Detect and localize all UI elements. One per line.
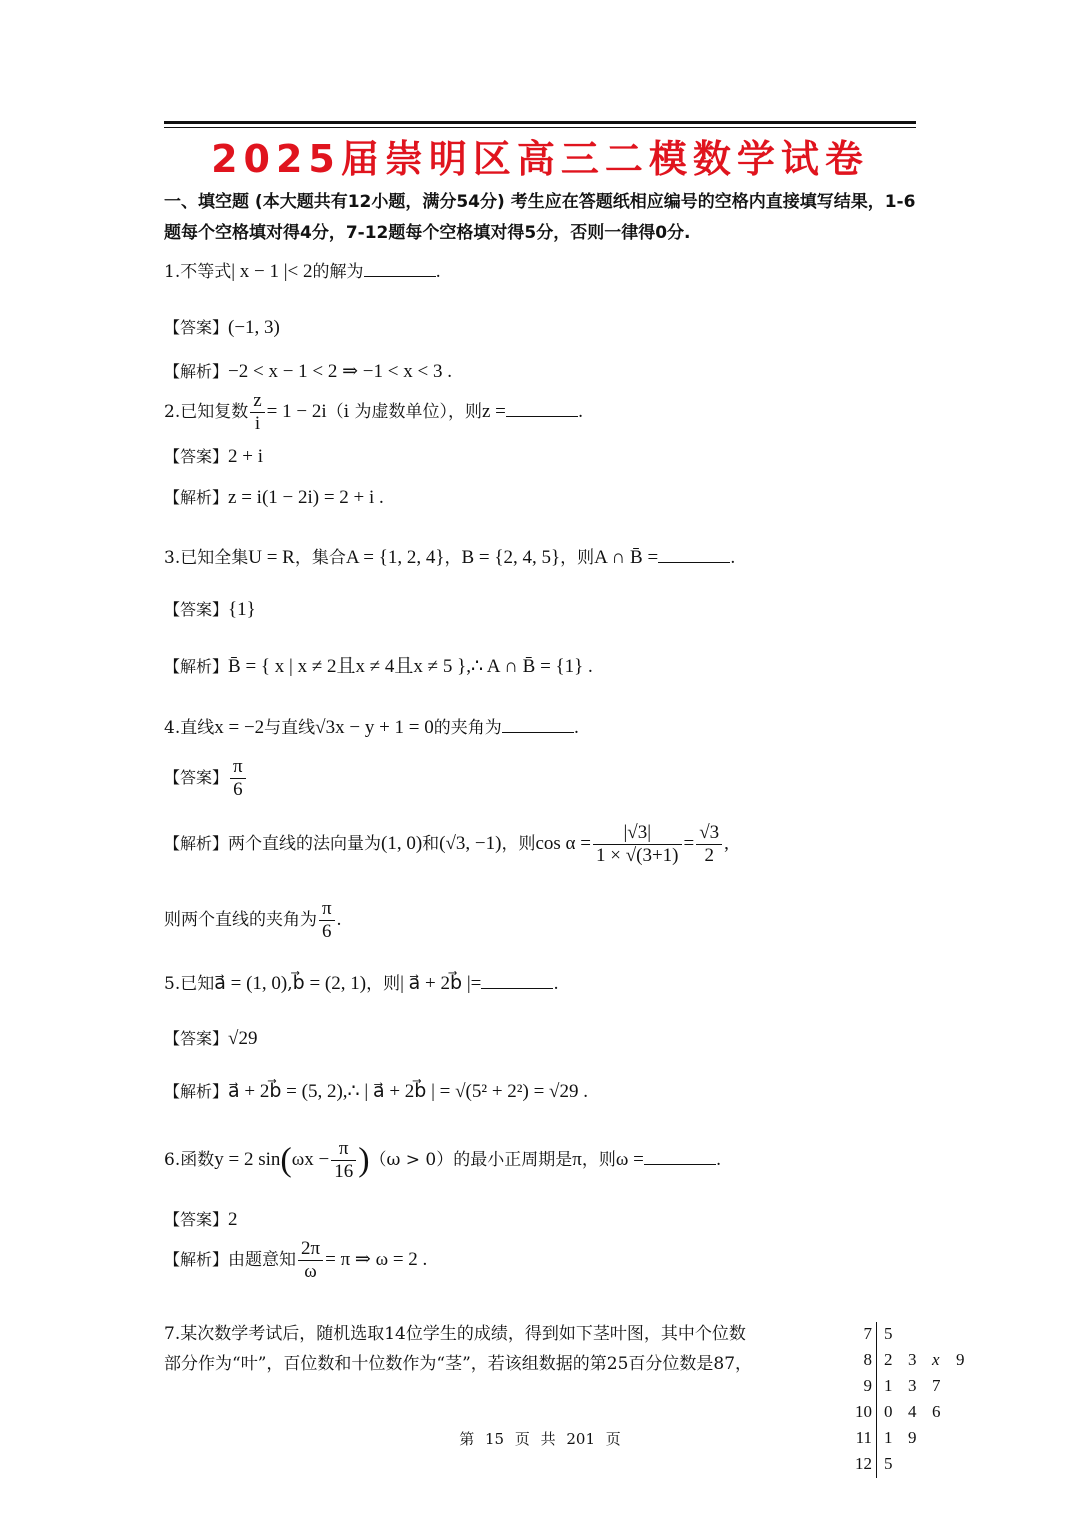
answer-2: 【答案】2 + i <box>164 446 264 467</box>
analysis-3: 【解析】B̄ = { x | x ≠ 2且x ≠ 4且x ≠ 5 },∴ A ∩ B̄ = {1} . <box>164 656 593 677</box>
leaf: 3 <box>908 1350 917 1369</box>
answer-5: 【答案】√29 <box>164 1028 258 1049</box>
answer-blank <box>644 1146 716 1165</box>
stem-label: 11 <box>855 1428 872 1447</box>
analysis-1: 【解析】−2 < x − 1 < 2 ⇒ −1 < x < 3 . <box>164 361 452 382</box>
fraction: $\frac{\pi}{6}$ <box>230 756 246 801</box>
answer-blank <box>364 258 436 277</box>
leaf: 9 <box>956 1350 965 1369</box>
question-7-line-2: 部分作为“叶”，百位数和十位数作为“茎”，若该组数据的第25百分位数是87， <box>164 1354 753 1374</box>
answer-4: 【答案】 $\frac{\pi}{6}$ <box>164 756 248 801</box>
analysis-2: 【解析】z = i(1 − 2i) = 2 + i . <box>164 487 384 508</box>
leaf: 9 <box>908 1428 917 1447</box>
stem-label: 8 <box>863 1350 872 1369</box>
section-instructions: 一、填空题 (本大题共有12小题，满分54分) 考生应在答题纸相应编号的空格内直接填写结果，1-6题每个空格填对得4分，7-12题每个空格填对得5分，否则一律得0分. <box>164 192 916 243</box>
analysis-4: 【解析】两个直线的法向量为(1, 0)和(√3, −1)，则cos α = $\frac{|√3|}{1 \times √(3+1)}$ = $\frac{√3}{2}$ , <box>164 822 729 866</box>
question-4: 4.直线x = −2与直线√3x − y + 1 = 0的夹角为 . <box>164 714 579 740</box>
stem-label: 12 <box>855 1454 872 1473</box>
leaf: x <box>932 1350 940 1369</box>
answer-blank <box>506 398 578 417</box>
fraction: $\frac{\pi}{16}$ <box>331 1138 356 1183</box>
leaf: 5 <box>884 1454 893 1473</box>
fraction: $\frac{√3}{2}$ <box>696 822 722 867</box>
leaf: 7 <box>932 1376 941 1395</box>
fraction: $\frac{2\pi}{\omega}$ <box>298 1238 323 1283</box>
header-rule-thin <box>164 127 916 128</box>
question-3: 3.已知全集U = R，集合A = {1, 2, 4}，B = {2, 4, 5}，则A ∩ B̄ = . <box>164 544 736 570</box>
answer-1: 【答案】(−1, 3) <box>164 317 280 338</box>
stem-label: 10 <box>855 1402 872 1421</box>
leaf: 1 <box>884 1376 893 1395</box>
answer-blank <box>502 714 574 733</box>
analysis-4-cont: 则两个直线的夹角为 $\frac{\pi}{6}$ . <box>164 898 342 942</box>
leaf: 6 <box>932 1402 941 1421</box>
fraction: $\frac{\pi}{6}$ <box>319 898 335 943</box>
header-rule-thick <box>164 121 916 124</box>
fraction: $\frac{|√3|}{1 \times √(3+1)}$ <box>593 822 682 867</box>
leaf: 5 <box>884 1324 893 1343</box>
question-5: 5.已知a⃗ = (1, 0),b⃗ = (2, 1)，则| a⃗ + 2b⃗ |= . <box>164 970 559 996</box>
answer-3: 【答案】{1} <box>164 599 256 620</box>
analysis-6: 【解析】由题意知 $\frac{2\pi}{\omega}$ = π ⇒ ω = 2 . <box>164 1238 428 1282</box>
question-1: 1.不等式| x − 1 |< 2的解为 . <box>164 258 441 284</box>
leaf: 0 <box>884 1402 893 1421</box>
leaf: 2 <box>884 1350 893 1369</box>
question-7-line-1: 7.某次数学考试后，随机选取14位学生的成绩，得到如下茎叶图，其中个位数 <box>164 1324 746 1344</box>
stem-leaf-plot <box>848 1322 980 1478</box>
stem-label: 7 <box>863 1324 872 1343</box>
leaf: 4 <box>908 1402 917 1421</box>
leaf: 1 <box>884 1428 893 1447</box>
stem-label: 9 <box>863 1376 872 1395</box>
question-6: 6.函数y = 2 sin(ωx − $\frac{\pi}{16}$ )（ω > 0）的最小正周期是π，则ω = . <box>164 1138 722 1182</box>
question-2: 2.已知复数 $\frac{z}{i}$ = 1 − 2i（i 为虚数单位），则z = . <box>164 390 584 434</box>
analysis-5: 【解析】a⃗ + 2b⃗ = (5, 2),∴ | a⃗ + 2b⃗ | = √(5² + 2²) = √29 . <box>164 1081 588 1102</box>
page-title: 2025届崇明区高三二模数学试卷 <box>211 137 869 181</box>
page-footer: 第 15 页 共 201 页 <box>459 1430 621 1448</box>
answer-blank <box>658 544 730 563</box>
answer-blank <box>481 970 553 989</box>
leaf: 3 <box>908 1376 917 1395</box>
fraction: $\frac{z}{i}$ <box>250 390 264 435</box>
answer-6: 【答案】2 <box>164 1209 238 1230</box>
